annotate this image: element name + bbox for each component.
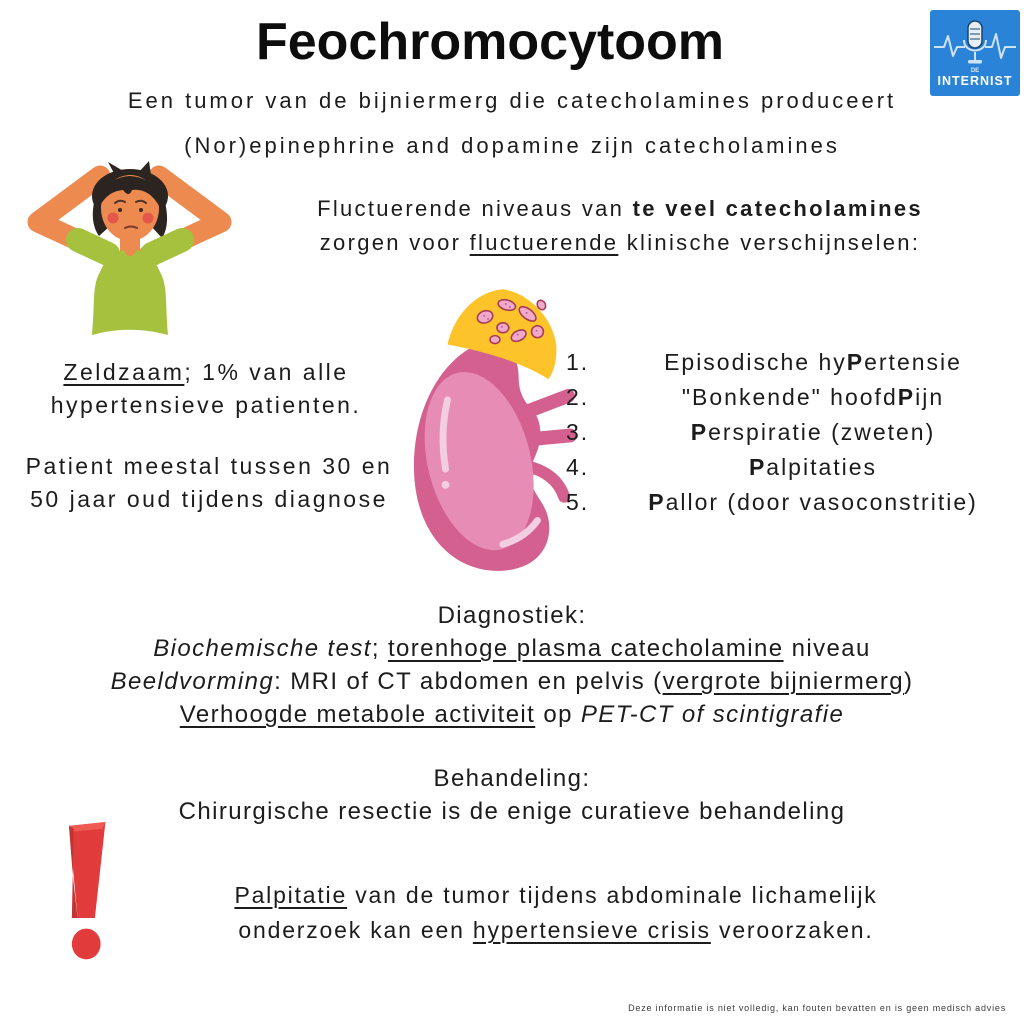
warning-line1-underline: Palpitatie	[234, 882, 348, 908]
fluctuating-levels-text	[250, 192, 990, 260]
symptom-item-4	[566, 450, 1014, 485]
warning-line1-post: van de tumor tijdens abdominale lichamelijk	[347, 882, 878, 908]
diagnostics-line2	[0, 665, 1024, 698]
fluct-line1-bold: te veel catecholamines	[632, 196, 923, 221]
symptom-label	[612, 450, 1014, 485]
age-line1: Patient meestal tussen 30 en	[25, 453, 393, 479]
symptom-number: 4.	[566, 454, 590, 480]
symptom-label	[612, 345, 1014, 380]
rarity-underline: Zeldzaam	[63, 359, 185, 385]
diag-line3-mid: op	[535, 701, 581, 728]
fluct-line2	[250, 226, 990, 260]
logo-word-main: INTERNIST	[937, 74, 1013, 88]
fluct-line2-underline: fluctuerende	[469, 230, 619, 255]
fluct-line1-pre: Fluctuerende niveaus van	[317, 196, 633, 221]
diag-line2-underline: vergrote bijniermerg	[662, 668, 904, 695]
warning-text	[150, 878, 962, 948]
alert-illustration	[44, 818, 140, 972]
logo-word-small: DE	[970, 68, 980, 74]
symptom-number: 1.	[566, 349, 590, 375]
symptom-bold-p: P	[690, 419, 709, 445]
exclamation-icon	[44, 818, 140, 972]
diag-line1-mid: ;	[371, 635, 388, 662]
warning-line2	[150, 913, 962, 948]
fluct-line1	[250, 192, 990, 226]
rarity-rest: ; 1% van alle	[184, 359, 349, 385]
symptom-bold-p: P	[748, 454, 767, 480]
fluct-line2-pre: zorgen voor	[319, 230, 470, 255]
diag-line2-post: )	[904, 668, 914, 695]
stressed-patient-illustration	[12, 160, 247, 335]
headache-woman-icon	[12, 160, 247, 335]
warning-line2-underline: hypertensieve crisis	[472, 917, 711, 943]
rarity-line1	[0, 356, 412, 389]
symptom-number: 2.	[566, 384, 590, 410]
symptom-label	[612, 415, 1014, 450]
diag-line2-mid: : MRI of CT abdomen en pelvis (	[274, 668, 663, 695]
symptom-item-5	[566, 485, 1014, 520]
subtitle-line2: (Nor)epinephrine and dopamine zijn catecholamines	[184, 133, 840, 158]
brand-logo	[930, 10, 1020, 96]
warning-line2-post: veroorzaken.	[710, 917, 874, 943]
treatment-section	[0, 762, 1024, 828]
symptom-item-1	[566, 345, 1014, 380]
symptom-label	[612, 380, 1014, 415]
symptom-pre: "Bonkende" hoofd	[681, 384, 898, 410]
symptom-list	[566, 345, 1014, 520]
kidney-adrenal-illustration	[408, 283, 576, 580]
warning-line1	[150, 878, 962, 913]
subtitle-line1: Een tumor van de bijniermerg die catecholamines produceert	[127, 88, 897, 113]
symptom-post: erspiratie (zweten)	[708, 419, 936, 445]
symptom-bold-p: P	[897, 384, 916, 410]
symptom-bold-p: P	[846, 349, 865, 375]
kidney-icon	[408, 283, 576, 580]
age-line2: 50 jaar oud tijdens diagnose	[30, 486, 388, 512]
symptom-label	[612, 485, 1014, 520]
diag-line1-italic: Biochemische test	[153, 635, 372, 662]
symptom-number: 5.	[566, 489, 590, 515]
diag-line1-post: niveau	[783, 635, 871, 662]
diagnostics-section	[0, 599, 1024, 731]
diag-line3-underline: Verhoogde metabole activiteit	[179, 701, 536, 728]
symptom-post: alpitaties	[766, 454, 878, 480]
symptom-post: allor (door vasoconstritie)	[665, 489, 978, 515]
symptom-post: ertensie	[864, 349, 962, 375]
diagnostics-heading: Diagnostiek:	[437, 602, 587, 629]
page-title: Feochromocytoom	[255, 13, 725, 71]
rarity-text	[0, 356, 412, 422]
symptom-bold-p: P	[648, 489, 666, 515]
symptom-pre: Episodische hy	[664, 349, 847, 375]
diag-line1-underline: torenhoge plasma catecholamine	[387, 635, 784, 662]
age-text	[0, 450, 418, 516]
diag-line2-italic: Beeldvorming	[110, 668, 275, 695]
diag-line3-italic: PET-CT of scintigrafie	[580, 701, 845, 728]
symptom-post: ijn	[915, 384, 945, 410]
diagnostics-line3	[0, 698, 1024, 731]
warning-line2-pre: onderzoek kan een	[238, 917, 473, 943]
disclaimer-text: Deze informatie is niet volledig, kan fouten bevatten en is geen medisch advies	[628, 1003, 1006, 1013]
symptom-item-2	[566, 380, 1014, 415]
treatment-line: Chirurgische resectie is de enige curatieve behandeling	[178, 798, 846, 825]
diagnostics-line1	[0, 632, 1024, 665]
treatment-heading: Behandeling:	[433, 765, 591, 792]
rarity-line2: hypertensieve patienten.	[50, 392, 362, 418]
symptom-item-3	[566, 415, 1014, 450]
internist-logo-icon	[930, 10, 1020, 96]
fluct-line2-post: klinische verschijnselen:	[618, 230, 921, 255]
symptom-number: 3.	[566, 419, 590, 445]
